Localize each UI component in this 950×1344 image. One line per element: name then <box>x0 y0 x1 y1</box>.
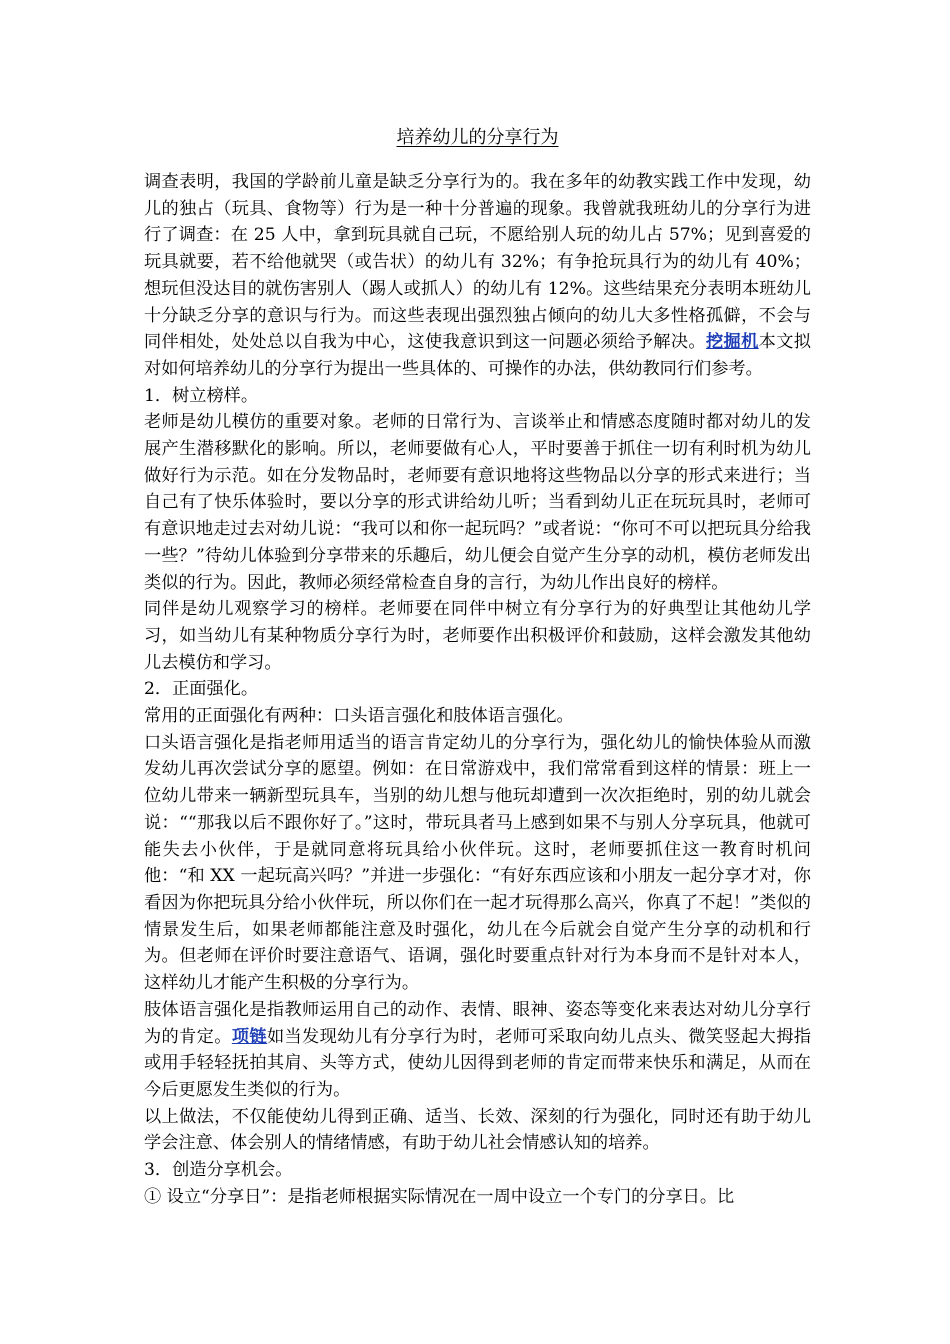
paragraph-sharing-day: ① 设立“分享日”：是指老师根据实际情况在一周中设立一个专门的分享日。比 <box>144 1186 735 1207</box>
paragraph-intro <box>144 169 811 383</box>
paragraph-summary: 以上做法，不仅能使幼儿得到正确、适当、长效、深刻的行为强化，同时还有助于幼儿学会注意、体会别人的情绪情感，有助于幼儿社会情感认知的培养。 <box>144 1106 811 1154</box>
document-title: 培养幼儿的分享行为 <box>396 127 559 148</box>
paragraph-text: 本文拟对如何培养幼儿的分享行为提出一些具体的、可操作的办法，供幼教同行们参考。 <box>144 332 811 379</box>
section-heading-1: 1．树立榜样。 <box>144 385 259 406</box>
paragraph-peer-role-model: 同伴是幼儿观察学习的榜样。老师要在同伴中树立有分享行为的好典型让其他幼儿学习，如当幼儿有某种物质分享行为时，老师要作出积极评价和鼓励，这样会激发其他幼儿去模仿和学习。 <box>144 599 811 673</box>
document-body <box>144 169 811 1210</box>
inline-link-necklace[interactable]: 项链 <box>231 1026 267 1047</box>
paragraph-reinforcement-types: 常用的正面强化有两种：口头语言强化和肢体语言强化。 <box>144 706 574 727</box>
paragraph-body-language <box>144 997 811 1104</box>
section-heading-3: 3．创造分享机会。 <box>144 1160 293 1181</box>
inline-link-excavator[interactable]: 挖掘机 <box>705 332 759 353</box>
paragraph-text: 如当发现幼儿有分享行为时，老师可采取向幼儿点头、微笑竖起大拇指或用手轻轻抚拍其肩、头等方式，使幼儿因得到老师的肯定而带来快乐和满足，从而在今后更愿发生类似的行为。 <box>144 1026 811 1100</box>
section-heading-2: 2．正面强化。 <box>144 679 259 700</box>
paragraph-verbal-reinforcement: 口头语言强化是指老师用适当的语言肯定幼儿的分享行为，强化幼儿的愉快体验从而激发幼儿再次尝试分享的愿望。例如：在日常游戏中，我们常常看到这样的情景：班上一位幼儿带来一辆新型玩具车，当别的幼儿想与他玩却遭到一次次拒绝时，别的幼儿就会说：““那我以后不跟你好了。”这时，带玩具者马上感到如果不与别人分享玩具，他就可能失去小伙伴，于是就同意将玩具给小伙伴玩。这时，老师要抓住这一教育时机问他：“和 XX 一起玩高兴吗？”并进一步强化：“有好东西应该和小朋友一起分享才对，你看因为你把玩具分给小伙伴玩，所以你们在一起才玩得那么高兴，你真了不起！”类似的情景发生后，如果老师都能注意及时强化，幼儿在今后就会自觉产生分享的动机和行为。但老师在评价时要注意语气、语调，强化时要重点针对行为本身而不是针对本人，这样幼儿才能产生积极的分享行为。 <box>144 732 811 994</box>
paragraph-text: 肢体语言强化是指教师运用自己的动作、表情、眼神、姿态等变化来表达对幼儿分享行为的肯定。 <box>144 999 811 1047</box>
paragraph-teacher-role-model: 老师是幼儿模仿的重要对象。老师的日常行为、言谈举止和情感态度随时都对幼儿的发展产生潜移默化的影响。所以，老师要做有心人，平时要善于抓住一切有利时机为幼儿做好行为示范。如在分发物品时，老师要有意识地将这些物品以分享的形式来进行；当自己有了快乐体验时，要以分享的形式讲给幼儿听；当看到幼儿正在玩玩具时，老师可有意识地走过去对幼儿说：“我可以和你一起玩吗？”或者说：“你可不可以把玩具分给我一些？”待幼儿体验到分享带来的乐趣后，幼儿便会自觉产生分享的动机，模仿老师发出类似的行为。因此，教师必须经常检查自身的言行，为幼儿作出良好的榜样。 <box>144 412 811 593</box>
paragraph-text: 调查表明，我国的学龄前儿童是缺乏分享行为的。我在多年的幼教实践工作中发现，幼儿的独占（玩具、食物等）行为是一种十分普遍的现象。我曾就我班幼儿的分享行为进行了调查：在 25 人中，拿到玩具就自己玩，不愿给别人玩的幼儿占 57%；见到喜爱的玩具就要，若不给他就哭（或告状）的幼儿有 32%；有争抢玩具行为的幼儿有 40%；想玩但没达目的就伤害别人（踢人或抓人）的幼儿有 12%。这些结果充分表明本班幼儿十分缺乏分享的意识与行为。而这些表现出强烈独占倾向的幼儿大多性格孤僻，不会与同伴相处，处处总以自我为中心，这使我意识到这一问题必须给予解决。 <box>144 172 811 353</box>
